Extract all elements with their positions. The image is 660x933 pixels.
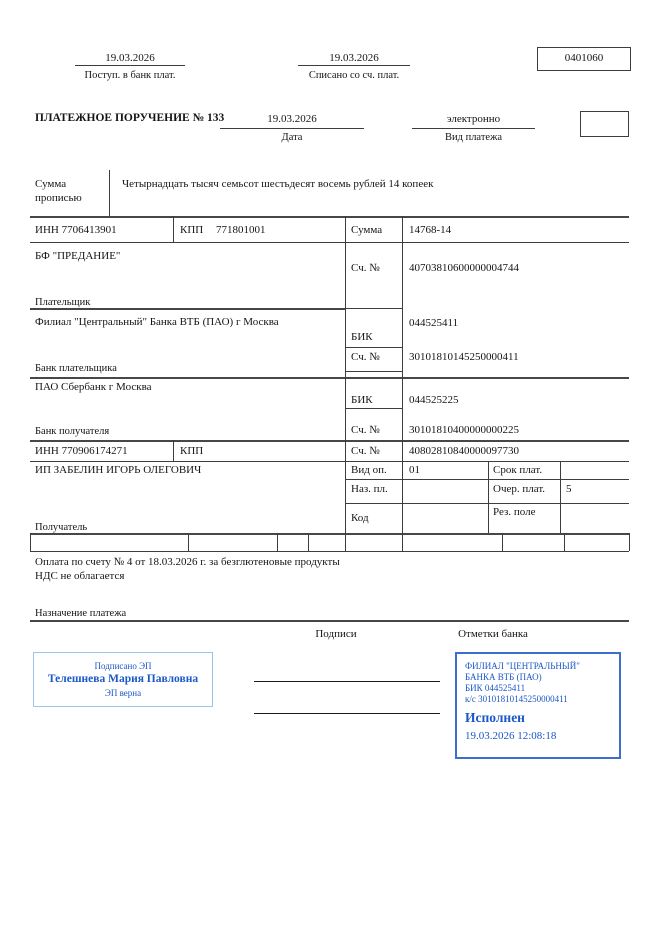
payer-bank-section-label: Банк плательщика [35,363,117,374]
form-code-box [537,47,631,71]
table-line [345,408,402,409]
bank-stamp [455,652,621,759]
payee-section-label: Получатель [35,522,88,533]
payer-name: БФ "ПРЕДАНИЕ" [35,250,121,262]
payer-inn: ИНН 7706413901 [35,224,117,236]
doc-date: 19.03.2026 [267,113,317,125]
signatures-title: Подписи [315,628,357,640]
op-kind-value: 01 [409,464,420,476]
table-line [345,503,629,504]
payer-acc-label: Сч. № [351,262,380,274]
table-line [188,533,189,551]
table-line [173,440,174,461]
table-line [345,479,629,480]
table-line [402,216,403,551]
payee-bank-acc-label: Сч. № [351,424,380,436]
priority-value: 5 [566,483,572,495]
payer-bank-name: Филиал "Центральный" Банка ВТБ (ПАО) г Москва [35,316,279,328]
table-line [30,377,629,379]
bank-stamp-bik: БИК 044525411 [465,683,526,693]
table-line [345,371,402,372]
table-line [560,461,561,533]
reserve-field-label: Рез. поле [493,506,536,518]
code-label: Код [351,512,369,524]
pay-term-label: Срок плат. [493,464,543,476]
status-box-empty [580,111,629,137]
received-date-label: Поступ. в банк плат. [84,70,176,81]
table-line [345,308,402,309]
amount-words-label-1: Сумма [35,178,67,190]
payee-bank-bik-label: БИК [351,394,373,406]
payment-kind: электронно [446,113,501,125]
table-line [502,533,503,551]
table-line [30,533,31,551]
table-line [30,216,629,218]
payer-bank-bik: 044525411 [409,317,459,329]
table-line [30,242,629,243]
bank-marks-title: Отметки банка [458,628,528,640]
payee-acc-label: Сч. № [351,445,380,457]
payer-kpp-label: КПП [180,224,204,236]
bank-stamp-bank-name: ФИЛИАЛ "ЦЕНТРАЛЬНЫЙ" БАНКА ВТБ (ПАО) [465,661,580,682]
table-line [564,533,565,551]
payer-kpp: 771801001 [216,224,266,236]
payer-acc: 40703810600000004744 [409,262,519,274]
purpose-line [30,620,629,622]
purpose-section-label: Назначение платежа [35,608,127,619]
signature-line-2 [254,713,440,714]
bank-stamp-status: Исполнен [465,710,525,725]
payer-section-label: Плательщик [35,297,91,308]
payee-bank-acc: 30101810400000000225 [409,424,519,436]
table-line [345,216,346,551]
table-line [30,461,629,462]
payer-bank-acc-label: Сч. № [351,351,380,363]
priority-label: Очер. плат. [493,483,546,495]
table-line [345,347,402,348]
payee-name: ИП ЗАБЕЛИН ИГОРЬ ОЛЕГОВИЧ [35,464,202,476]
received-date-line [75,65,185,66]
doc-date-label: Дата [281,132,303,143]
payment-kind-line [412,128,535,129]
document-title: ПЛАТЕЖНОЕ ПОРУЧЕНИЕ № 133 [35,112,225,124]
payee-bank-bik: 044525225 [409,394,459,406]
amount-words-text: Четырнадцать тысяч семьсот шестьдесят восемь рублей 14 копеек [122,178,434,190]
bank-stamp-datetime: 19.03.2026 12:08:18 [465,730,557,742]
payee-acc: 40802810840000097730 [409,445,519,457]
sum-label: Сумма [351,224,383,236]
table-line [30,533,629,535]
amount-words-divider [109,170,110,216]
signature-line-1 [254,681,440,682]
op-kind-label: Вид оп. [351,464,387,476]
bank-stamp-corr-account: к/с 30101810145250000411 [465,694,568,704]
payment-kind-label: Вид платежа [444,132,502,143]
payee-inn: ИНН 770906174271 [35,445,128,457]
form-code: 0401060 [564,52,604,64]
table-line [173,216,174,242]
purpose-code-label: Наз. пл. [351,483,388,495]
payee-bank-name: ПАО Сбербанк г Москва [35,381,152,393]
payee-bank-section-label: Банк получателя [35,426,110,437]
doc-date-line [220,128,364,129]
esignature-signed-label: Подписано ЭП [94,661,152,671]
purpose-line-2: НДС не облагается [35,570,125,582]
esignature-stamp [33,652,213,707]
esignature-valid-label: ЭП верна [104,688,142,698]
payer-bank-bik-label: БИК [351,331,373,343]
table-line [30,440,629,442]
received-date: 19.03.2026 [105,52,155,64]
amount-words-label-2: прописью [35,192,82,204]
debited-date-label: Списано со сч. плат. [308,70,400,81]
table-line [30,551,629,552]
purpose-line-1: Оплата по счету № 4 от 18.03.2026 г. за безглютеновые продукты [35,556,340,568]
payer-bank-acc: 30101810145250000411 [409,351,519,363]
esignature-signer-name: Телешнева Мария Павловна [47,673,199,685]
debited-date-line [298,65,410,66]
table-line [629,533,630,551]
debited-date: 19.03.2026 [329,52,379,64]
table-line [277,533,278,551]
payee-kpp-label: КПП [180,445,204,457]
table-line [488,461,489,533]
sum-value: 14768-14 [409,224,452,236]
table-line [308,533,309,551]
